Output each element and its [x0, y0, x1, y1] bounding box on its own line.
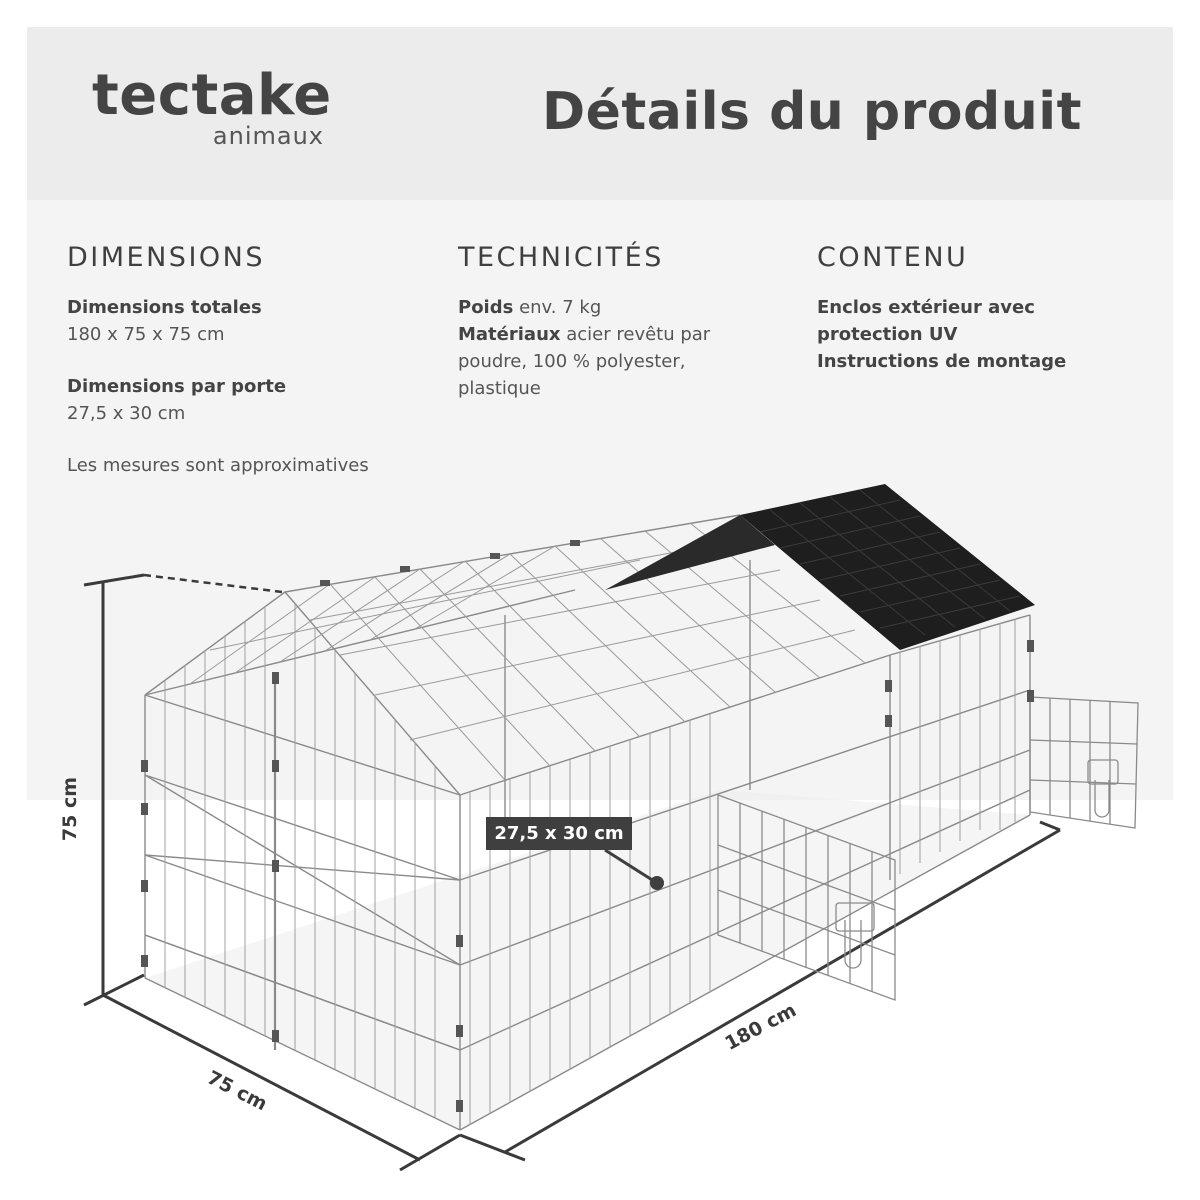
door-dimensions-value: 27,5 x 30 cm [67, 403, 186, 424]
height-dimension-label: 75 cm [59, 776, 82, 842]
open-door-side [1030, 697, 1138, 828]
total-dimensions-label: Dimensions totales [67, 297, 262, 318]
uv-cover [740, 484, 1035, 650]
door-dimensions-label: Dimensions par porte [67, 376, 287, 397]
length-dimension-label: 180 cm [721, 999, 800, 1055]
contents-item: Enclos extérieur avec protection UV [817, 297, 1035, 345]
callout-dot [650, 876, 664, 890]
total-dimensions-value: 180 x 75 x 75 cm [67, 324, 225, 345]
weight-value: env. 7 kg [519, 297, 602, 318]
materials-value: acier revêtu par poudre, 100 % polyester, plastique [458, 324, 711, 399]
brand-subtitle: animaux [212, 122, 324, 150]
technical-heading: TECHNICITÉS [458, 242, 664, 273]
brand-name: tectake [92, 63, 332, 128]
contents-item: Instructions de montage [817, 351, 1067, 372]
door-size-callout: 27,5 x 30 cm [486, 817, 632, 850]
approximate-note: Les mesures sont approximatives [67, 455, 369, 476]
contents-heading: CONTENU [817, 242, 969, 273]
dimensions-heading: DIMENSIONS [67, 242, 265, 273]
page-title: Détails du produit [542, 82, 1082, 142]
width-dimension-label: 75 cm [203, 1066, 271, 1116]
materials-label: Matériaux [458, 324, 561, 345]
weight-label: Poids [458, 297, 514, 318]
